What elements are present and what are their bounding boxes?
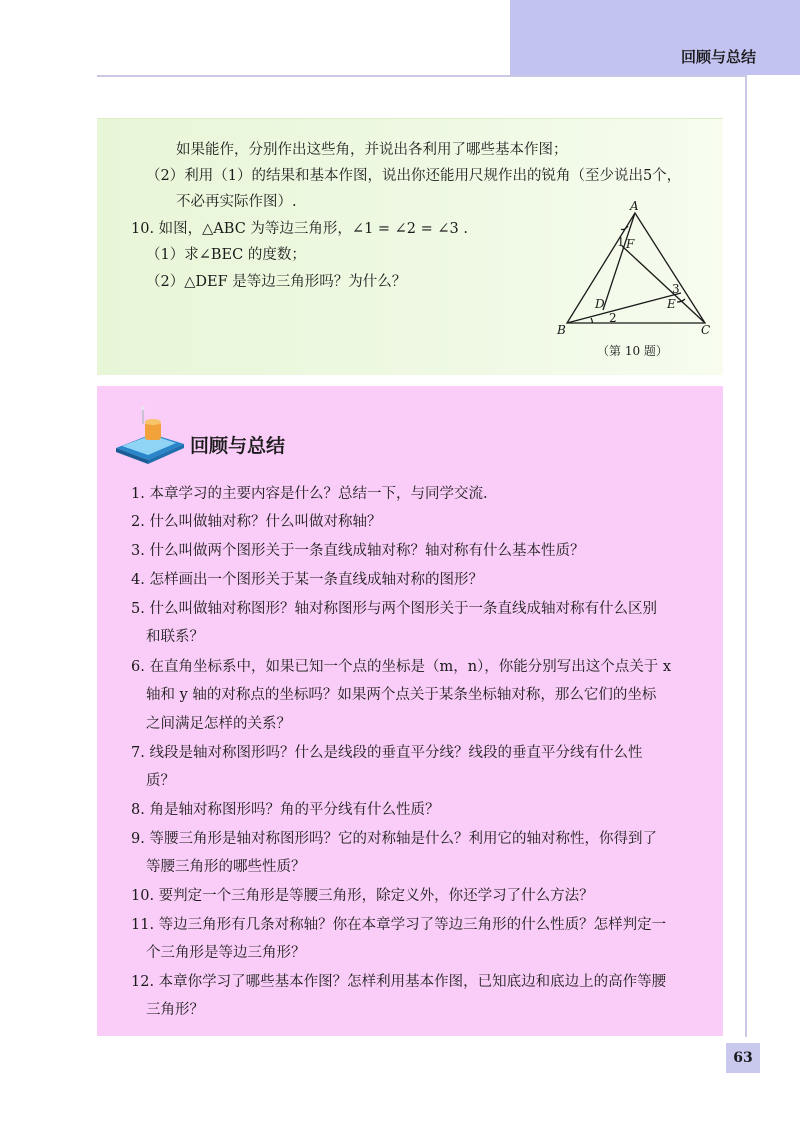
review-item-6-cont: 之间满足怎样的关系？	[146, 716, 291, 732]
header-tab	[510, 0, 800, 75]
angle-1-arc	[621, 226, 628, 230]
review-item-12: 12. 本章你学习了哪些基本作图？怎样利用基本作图，已知底边和底边上的高作等腰	[131, 974, 667, 990]
label-f: F	[626, 237, 635, 251]
side-rule	[745, 77, 747, 1037]
label-c: C	[701, 323, 711, 337]
review-item-11-cont: 个三角形是等边三角形？	[146, 945, 306, 961]
label-angle-2: 2	[609, 311, 617, 325]
exercise-question-10: 10. 如图，△ABC 为等边三角形，∠1 = ∠2 = ∠3 .	[131, 221, 468, 237]
page-number-box	[726, 1043, 760, 1073]
review-item-12-cont: 三角形？	[146, 1002, 204, 1018]
angle-2-arc	[591, 318, 592, 323]
review-item-5-cont: 和联系？	[146, 629, 204, 645]
review-item-7: 7. 线段是轴对称图形吗？什么是线段的垂直平分线？线段的垂直平分线有什么性	[131, 745, 643, 761]
label-b: B	[557, 323, 566, 337]
review-item-4: 4. 怎样画出一个图形关于某一条直线成轴对称的图形？	[131, 572, 483, 588]
triangle-abc	[567, 213, 705, 323]
review-item-7-cont: 质？	[146, 773, 175, 789]
review-item-10: 10. 要判定一个三角形是等腰三角形，除定义外，你还学习了什么方法？	[131, 888, 594, 904]
review-item-5: 5. 什么叫做轴对称图形？轴对称图形与两个图形关于一条直线成轴对称有什么区别	[131, 601, 657, 617]
label-d: D	[595, 297, 605, 311]
review-item-9-cont: 等腰三角形的哪些性质？	[146, 859, 306, 875]
review-item-11: 11. 等边三角形有几条对称轴？你在本章学习了等边三角形的什么性质？怎样判定一	[131, 917, 667, 933]
review-item-2: 2. 什么叫做轴对称？什么叫做对称轴？	[131, 514, 382, 530]
exercise-line: 如果能作，分别作出这些角，并说出各利用了哪些基本作图；	[176, 142, 568, 158]
book-icon	[112, 404, 188, 466]
label-a: A	[630, 199, 639, 213]
section-title: 回顾与总结	[680, 48, 756, 66]
segment-be	[567, 293, 681, 323]
exercise-line: （2）△DEF 是等边三角形吗？为什么？	[146, 274, 407, 290]
review-item-8: 8. 角是轴对称图形吗？角的平分线有什么性质？	[131, 802, 440, 818]
triangle-figure	[555, 198, 715, 338]
review-item-6: 6. 在直角坐标系中，如果已知一个点的坐标是（m，n），你能分别写出这个点关于 x	[131, 659, 672, 675]
review-title: 回顾与总结	[190, 435, 286, 457]
label-angle-3: 3	[672, 282, 680, 296]
review-item-9: 9. 等腰三角形是轴对称图形吗？它的对称轴是什么？利用它的轴对称性，你得到了	[131, 831, 657, 847]
figure-caption: （第 10 题）	[597, 344, 668, 358]
review-item-3: 3. 什么叫做两个图形关于一条直线成轴对称？轴对称有什么基本性质？	[131, 543, 585, 559]
header-rule	[97, 75, 747, 77]
review-item-6-cont: 轴和 y 轴的对称点的坐标吗？如果两个点关于某条坐标轴对称，那么它们的坐标	[146, 687, 657, 703]
label-angle-1: 1	[617, 235, 625, 249]
review-item-1: 1. 本章学习的主要内容是什么？总结一下，与同学交流.	[131, 486, 488, 502]
label-e: E	[667, 297, 676, 311]
exercise-line: 不必再实际作图）.	[176, 194, 297, 210]
exercise-line: （1）求∠BEC 的度数；	[146, 247, 306, 263]
page-number: 63	[733, 1050, 753, 1066]
segment-ad	[603, 213, 635, 310]
exercise-line: （2）利用（1）的结果和基本作图，说出你还能用尺规作出的锐角（至少说出5个，	[146, 168, 682, 184]
